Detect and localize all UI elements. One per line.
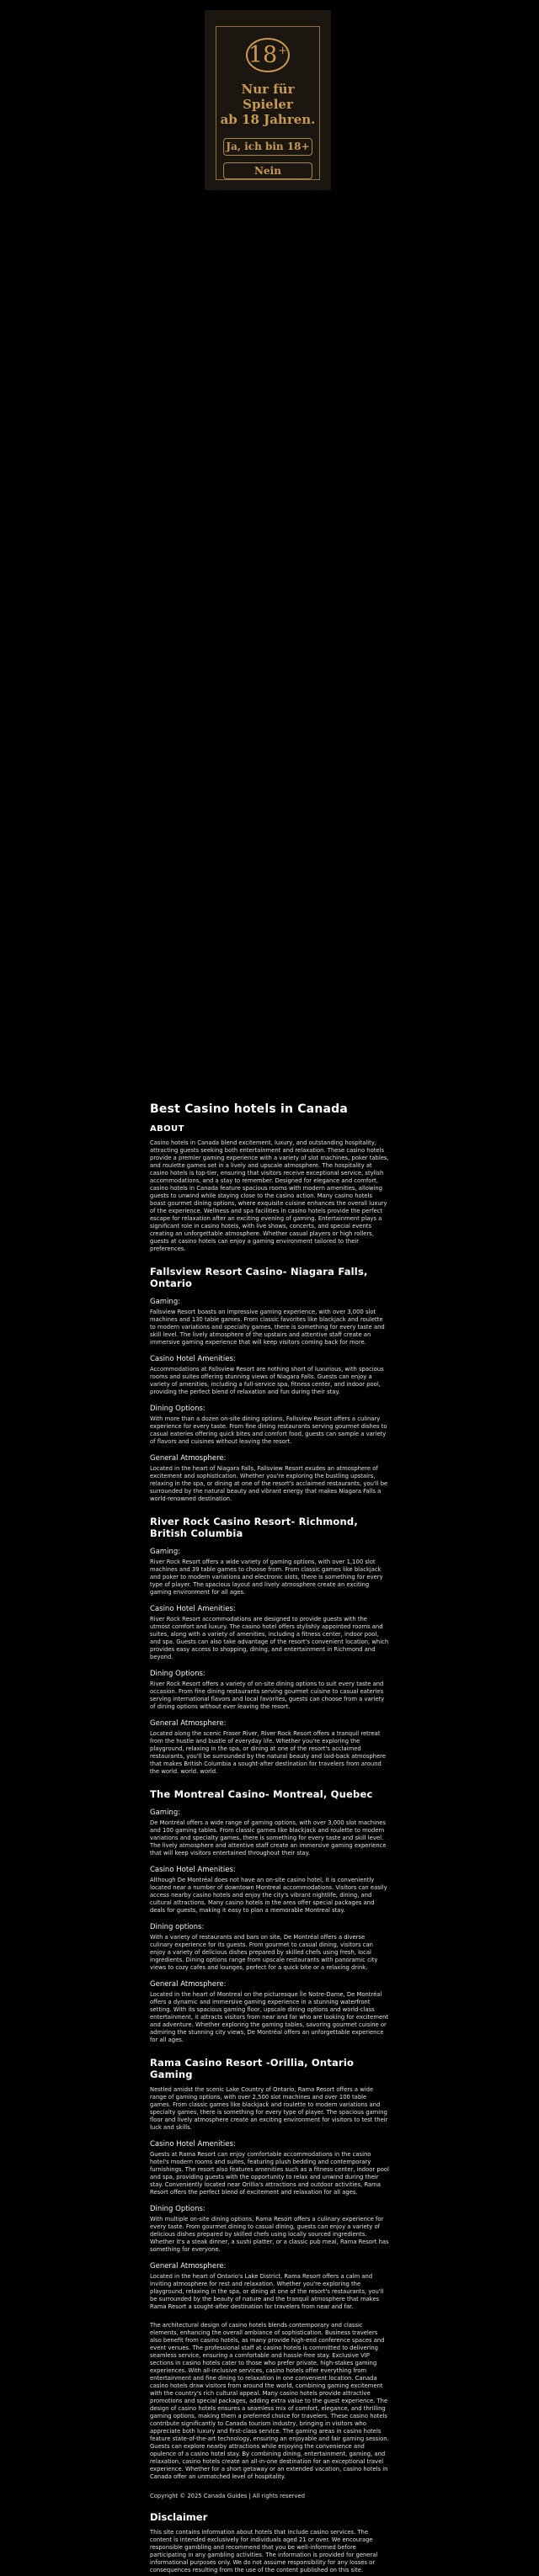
block-paragraph: River Rock Resort offers a wide variety of gaming options, with over 1,100 slot machines and 39 table games to choose from. From classic games like blackjack and poker to modern variations and electronic slots, there is something for every type of player. The spacious layout and lively atmosphere create an exciting gaming environment for all ages.: [150, 1559, 383, 1596]
block-label: Dining Options:: [150, 1670, 205, 1678]
article: [150, 1102, 389, 2576]
block-label: Dining Options:: [150, 1405, 205, 1413]
block-paragraph: Located along the scenic Fraser River, River Rock Resort offers a tranquil retreat from the hustle and bustle of everyday life. Whether you're exploring the playground, relaxing in the spa, or dining at one of the resort's acclaimed restaurants, you'll be surrounded by the natural beauty and laid-back atmosphere that makes British Columbia a sought-after destination for travelers from around the world. world. world.: [150, 1730, 386, 1775]
block-paragraph: River Rock Resort offers a variety of on-site dining options to suit every taste and occasion. From fine dining restaurants serving gourmet cuisine to casual eateries serving international flavors and local favorites, guests can choose from a variety of dining options without ever leaving the resort.: [150, 1681, 385, 1710]
block-label: Gaming:: [150, 1809, 181, 1817]
block-paragraph: Guests at Rama Resort can enjoy comfortable accommodations in the casino hotel's modern rooms and suites, featuring plush bedding and contemporary furnishings. The resort also features amenities such as a fitness center, indoor pool and spa, providing guests with the opportunity to relax and unwind during their stay. Conveniently located near Orillia's attractions and outdoor activities, Rama Resort offers the perfect blend of excitement and relaxation for all ages.: [150, 2151, 389, 2196]
block-label: General Atmosphere:: [150, 1980, 227, 1989]
about-heading: ABOUT: [150, 1124, 184, 1134]
block-label: General Atmosphere:: [150, 1719, 227, 1728]
section-heading: Fallsview Resort Casino- Niagara Falls, Ontario: [150, 1266, 368, 1289]
block-label: Gaming:: [150, 1548, 181, 1556]
badge-plus: +: [278, 45, 288, 57]
block-label: Casino Hotel Amenities:: [150, 1355, 236, 1363]
section-heading: The Montreal Casino- Montreal, Quebec: [150, 1788, 373, 1800]
block-label: General Atmosphere:: [150, 2262, 227, 2271]
block-label: General Atmosphere:: [150, 1454, 227, 1463]
block-paragraph: With multiple on-site dining options, Rama Resort offers a culinary experience for every taste. From gourmet dining to casual dining, guests can enjoy a variety of delicious dishes prepared by skilled chefs using locally sourced ingredients. Whether it's a steak dinner, a sushi platter, or a classic pub meal, Rama Resort has something for everyone.: [150, 2216, 389, 2253]
block-paragraph: With a variety of restaurants and bars on site, De Montréal offers a diverse culinary experience for its guests. From gourmet to casual dining, visitors can enjoy a variety of delicious dishes prepared by skilled chefs using fresh, local ingredients. Dining options range from upscale restaurants with panoramic city views to cozy cafes and lounges, perfect for a quick bite or a relaxing drink.: [150, 1934, 378, 1971]
block-paragraph: Although De Montréal does not have an on-site casino hotel, it is conveniently located near a number of downtown Montreal accommodations. Visitors can easily access nearby casino hotels and enjoy the city's vibrant nightlife, dining, and cultural attractions. Many casino hotels in the area offer special packages and deals for guests, making it easy to plan a memorable Montreal stay.: [150, 1877, 387, 1914]
block-paragraph: Located in the heart of Montreal on the picturesque Île Notre-Dame, De Montréal offers a dynamic and immersive gaming experience in a stunning waterfront setting. With its spacious gaming floor, upscale dining options and world-class entertainment, it attracts visitors from near and far who are looking for excitement and adventure. Whether exploring the gaming tables, savoring gourmet cuisine or admiring the stunning city views, De Montréal offers an unforgettable experience for all ages.: [150, 1991, 389, 2043]
closing-paragraph: The architectural design of casino hotels blends contemporary and classic elements, enhancing the overall ambiance of sophistication. Business travelers also benefit from casino hotels, as many provide high-end conference spaces and event venues. The professional staff at casino hotels is committed to delivering seamless service, ensuring a comfortable and hassle-free stay. Exclusive VIP sections in casino hotels cater to those who prefer private, high-stakes gaming experiences. With all-inclusive services, casino hotels offer everything from entertainment and fine dining to relaxation in one convenient location. Canada casino hotels draw visitors from around the world, combining gaming excitement with the country's rich cultural appeal. Many casino hotels provide attractive promotions and special packages, adding extra value to the guest experience. The design of casino hotels ensures a seamless mix of comfort, elegance, and thrilling gaming options, making them a preferred choice for travelers. These casino hotels contribute significantly to Canada tourism industry, bringing in visitors who appreciate both luxury and first-class service. The gaming areas in casino hotels feature state-of-the-art technology, ensuring an enjoyable and fair gaming session. Guests can explore nearby attractions while enjoying the convenience and opulence of a casino hotel stay. By combining dining, entertainment, gaming, and relaxation, casino hotels create an all-in-one destination for an exceptional travel experience. Whether for a short getaway or an extended vacation, casino hotels in Canada offer an unmatched level of hospitality.: [150, 2322, 389, 2480]
block-paragraph: Accommodations at Fallsview Resort are nothing short of luxurious, with spacious rooms and suites offering stunning views of Niagara Falls. Guests can enjoy a variety of amenities, including a full-service spa, fitness center, and indoor pool, providing the perfect blend of relaxation and fun during their stay.: [150, 1366, 384, 1395]
age-gate-message-line2: ab 18 Jahren.: [220, 112, 316, 127]
copyright-text: Copyright © 2025 Canada Guides | All rights reserved: [150, 2493, 306, 2499]
sections: [150, 1266, 389, 2311]
about-paragraph: Casino hotels in Canada blend excitement, luxury, and outstanding hospitality, attracting guests seeking both entertainment and relaxation. These casino hotels provide a premier gaming experience with a variety of slot machines, poker tables, and roulette games set in a lively and upscale atmosphere. The hospitality at casino hotels is top-tier, ensuring that visitors receive exceptional service, stylish accommodations, and a stay to remember. Designed for elegance and comfort, casino hotels in Canada feature spacious rooms with modern amenities, allowing guests to unwind while staying close to the casino action. Many casino hotels boast gourmet dining options, where exquisite cuisine enhances the overall luxury of the experience. Wellness and spa facilities in casino hotels provide the perfect escape for relaxation after an exciting evening of gaming. Entertainment plays a significant role in casino hotels, with live shows, concerts, and special events creating an unforgettable atmosphere. Whether casual players or high rollers, guests at casino hotels can enjoy a gaming environment tailored to their preferences.: [150, 1139, 389, 1252]
page-title: Best Casino hotels in Canada: [150, 1102, 349, 1116]
section-heading: Rama Casino Resort -Orillia, Ontario Gaming: [150, 2057, 355, 2080]
block-label: Casino Hotel Amenities:: [150, 2140, 236, 2148]
block-paragraph: With more than a dozen on-site dining options, Fallsview Resort offers a culinary experience for every taste. From fine dining restaurants serving gourmet dishes to casual eateries offering quick bites and comfort food, guests can sample a variety of flavors and cuisines without leaving the resort.: [150, 1415, 387, 1445]
block-paragraph: River Rock Resort accommodations are designed to provide guests with the utmost comfort and luxury. The casino hotel offers stylishly appointed rooms and suites, along with a variety of amenities, including a fitness center, indoor pool, and spa. Guests can also take advantage of the resort's convenient location, which provides easy access to shopping, dining, and entertainment in Richmond and beyond.: [150, 1616, 389, 1660]
disclaimer-paragraph: This site contains information about hotels that include casino services. The content is intended exclusively for individuals aged 21 or over. We encourage responsible gambling and recommend that you be well-informed before participating in any gambling activities. The information is provided for general informational purposes only. We do not assume responsibility for any losses or consequences resulting from the use of the content published on this site.: [150, 2529, 378, 2573]
block-label: Casino Hotel Amenities:: [150, 1605, 236, 1613]
block-paragraph: Located in the heart of Niagara Falls, Fallsview Resort exudes an atmosphere of excitement and sophistication. Whether you're exploring the bustling upstairs, relaxing in the spa, or dining at one of the resort's acclaimed restaurants, you'll be surrounded by the natural beauty and vibrant energy that makes Niagara Falls a world-renowned destination.: [150, 1465, 388, 1502]
block-paragraph: Located in the heart of Ontario's Lake District, Rama Resort offers a calm and inviting atmosphere for rest and relaxation. Whether you're exploring the playground, relaxing in the spa, or dining at one of the resort's restaurants, you'll be surrounded by the beauty of nature and the tranquil atmosphere that makes Rama Resort a sought-after destination for travelers from near and far.: [150, 2273, 384, 2310]
age-gate-frame: [216, 26, 320, 180]
block-paragraph: Nestled amidst the scenic Lake Country of Ontario, Rama Resort offers a wide range of gaming options, with over 2,500 slot machines and over 100 table games. From classic games like blackjack and roulette to modern variations and specialty games, there is something for every type of player. The spacious gaming floor and lively atmosphere create an exciting environment for visitors to test their luck and skills.: [150, 2086, 388, 2131]
block-label: Dining options:: [150, 1923, 205, 1931]
badge-number: 18: [248, 42, 278, 68]
block-label: Dining Options:: [150, 2205, 205, 2213]
eighteen-plus-icon: [246, 38, 290, 72]
age-gate-modal: [205, 10, 331, 190]
block-paragraph: De Montréal offers a wide range of gaming options, with over 3,000 slot machines and 100 gaming tables. From classic games like blackjack and roulette to modern variations and specialty games, there is something for every taste and skill level. The lively atmosphere and attentive staff create an immersive gaming experience that will keep visitors entertained throughout their stay.: [150, 1819, 387, 1856]
section-heading: River Rock Casino Resort- Richmond, British Columbia: [150, 1516, 358, 1539]
deny-age-button[interactable]: Nein: [223, 162, 312, 180]
block-paragraph: Fallsview Resort boasts an impressive gaming experience, with over 3,000 slot machines and 130 table games. From classic favorites like blackjack and roulette to modern variations and specialty games, there is something for every taste and skill level. The lively atmosphere of the upstairs and attentive staff create an immersive gaming experience that will keep visitors coming back for more.: [150, 1309, 385, 1346]
disclaimer-heading: Disclaimer: [150, 2511, 208, 2523]
confirm-age-button[interactable]: Ja, ich bin 18+: [223, 138, 312, 156]
age-gate-message: [216, 82, 319, 127]
block-label: Gaming:: [150, 1298, 181, 1306]
age-gate-message-line1: Nur für Spieler: [241, 82, 295, 112]
block-label: Casino Hotel Amenities:: [150, 1866, 236, 1874]
